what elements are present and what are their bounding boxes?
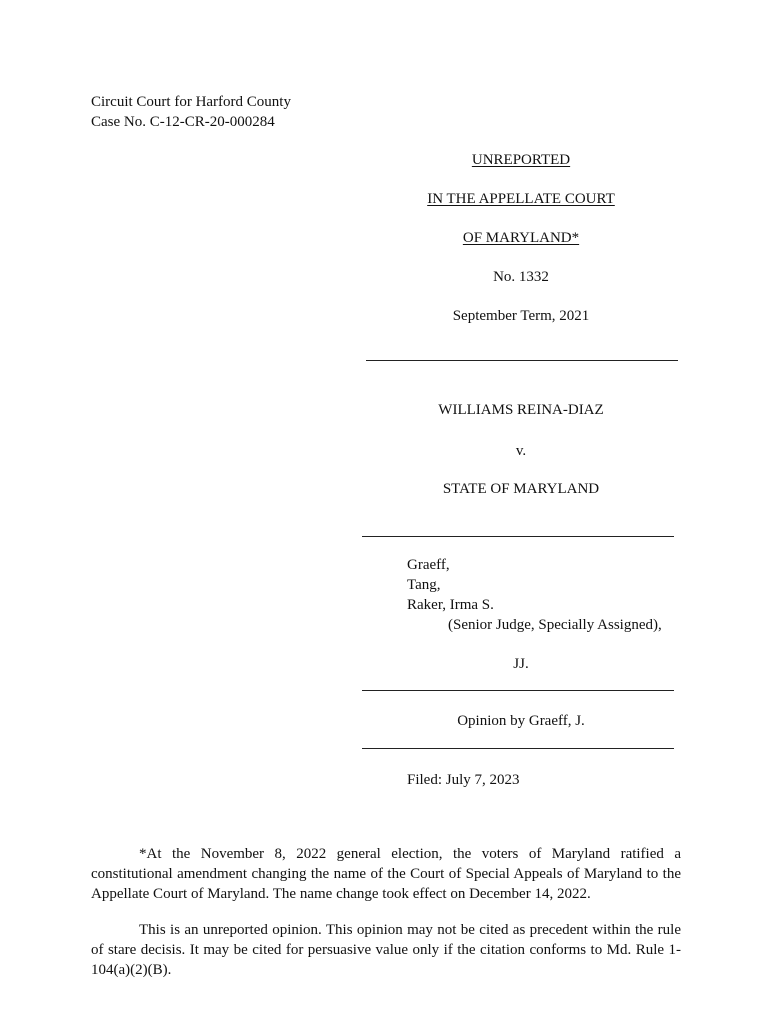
court-title-line2: OF MARYLAND*	[462, 230, 580, 246]
versus: v.	[515, 443, 527, 459]
judges-suffix: JJ.	[513, 656, 529, 672]
docket-number: No. 1332	[493, 269, 549, 285]
divider	[366, 360, 678, 361]
term: September Term, 2021	[452, 308, 590, 324]
court-rename-footnote: *At the November 8, 2022 general election, the voters of Maryland ratified a constitutional amendment changing the name of the Court of Special Appeals of Maryland to the Appellate Court of Maryland. The name change took effect on December 14, 2022.	[91, 846, 681, 902]
judge-name: Raker, Irma S.	[407, 597, 494, 613]
appellee-name: STATE OF MARYLAND	[442, 481, 600, 497]
divider	[362, 690, 674, 691]
judge-name: Graeff,	[407, 557, 450, 573]
unreported-heading: UNREPORTED	[471, 152, 571, 168]
appellant-name: WILLIAMS REINA-DIAZ	[438, 402, 604, 418]
judge-note: (Senior Judge, Specially Assigned),	[448, 617, 662, 633]
circuit-court-name: Circuit Court for Harford County	[91, 94, 291, 110]
filed-date: Filed: July 7, 2023	[407, 772, 520, 788]
divider	[362, 536, 674, 537]
divider	[362, 748, 674, 749]
court-title-line1: IN THE APPELLATE COURT	[427, 191, 615, 207]
judge-name: Tang,	[407, 577, 441, 593]
unreported-disclaimer: This is an unreported opinion. This opinion may not be cited as precedent within the rule of stare decisis. It may be cited for persuasive value only if the citation conforms to Md. Rule 1-104(a)(2)(B).	[91, 922, 681, 978]
opinion-author: Opinion by Graeff, J.	[457, 713, 585, 729]
case-number: Case No. C-12-CR-20-000284	[91, 114, 275, 130]
